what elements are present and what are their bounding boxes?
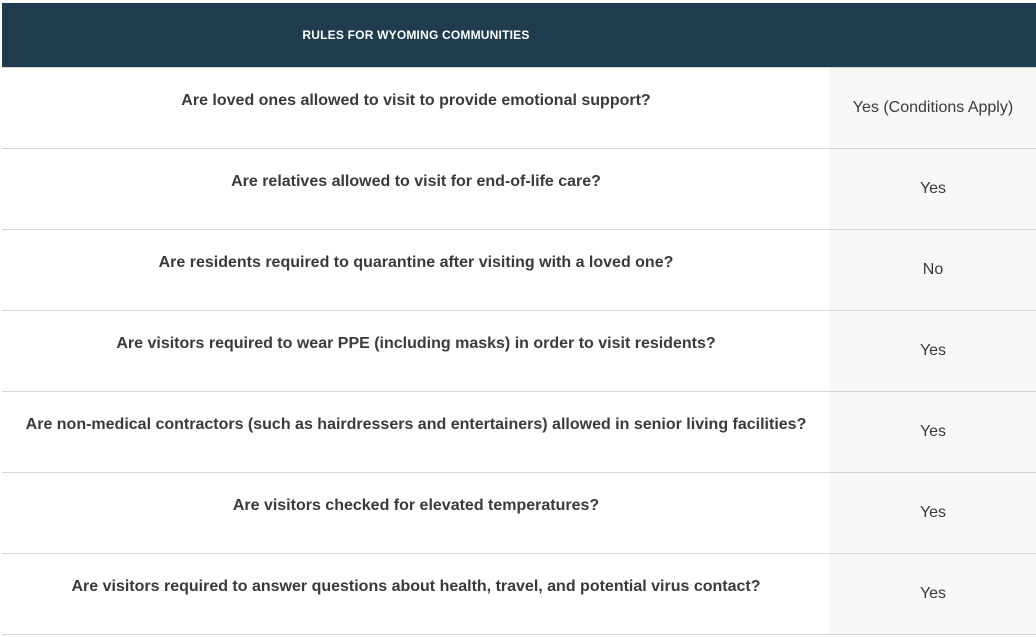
table-header bbox=[2, 3, 1036, 67]
row-question: Are non-medical contractors (such as hairdressers and entertainers) allowed in senior living facilities? bbox=[25, 416, 807, 433]
row-question: Are visitors required to wear PPE (including masks) in order to visit residents? bbox=[116, 335, 716, 352]
table-row bbox=[2, 148, 1036, 229]
row-question: Are residents required to quarantine after visiting with a loved one? bbox=[158, 254, 674, 271]
row-answer: Yes bbox=[830, 311, 1036, 391]
row-answer: Yes bbox=[830, 473, 1036, 553]
row-answer: Yes bbox=[830, 149, 1036, 229]
row-answer: No bbox=[830, 230, 1036, 310]
row-question: Are visitors checked for elevated temperatures? bbox=[232, 497, 600, 514]
table-row bbox=[2, 391, 1036, 472]
row-question: Are loved ones allowed to visit to provide emotional support? bbox=[181, 92, 651, 109]
table-row bbox=[2, 553, 1036, 634]
row-answer: Yes (Conditions Apply) bbox=[830, 68, 1036, 148]
table-row bbox=[2, 67, 1036, 148]
rules-table bbox=[2, 3, 1036, 635]
table-title: RULES FOR WYOMING COMMUNITIES bbox=[302, 28, 530, 42]
row-answer: Yes bbox=[830, 392, 1036, 472]
table-row bbox=[2, 310, 1036, 391]
row-question: Are visitors required to answer questions about health, travel, and potential virus contact? bbox=[71, 578, 761, 595]
row-question: Are relatives allowed to visit for end-of-life care? bbox=[231, 173, 601, 190]
row-answer: Yes bbox=[830, 554, 1036, 634]
table-row bbox=[2, 229, 1036, 310]
table-row bbox=[2, 472, 1036, 553]
